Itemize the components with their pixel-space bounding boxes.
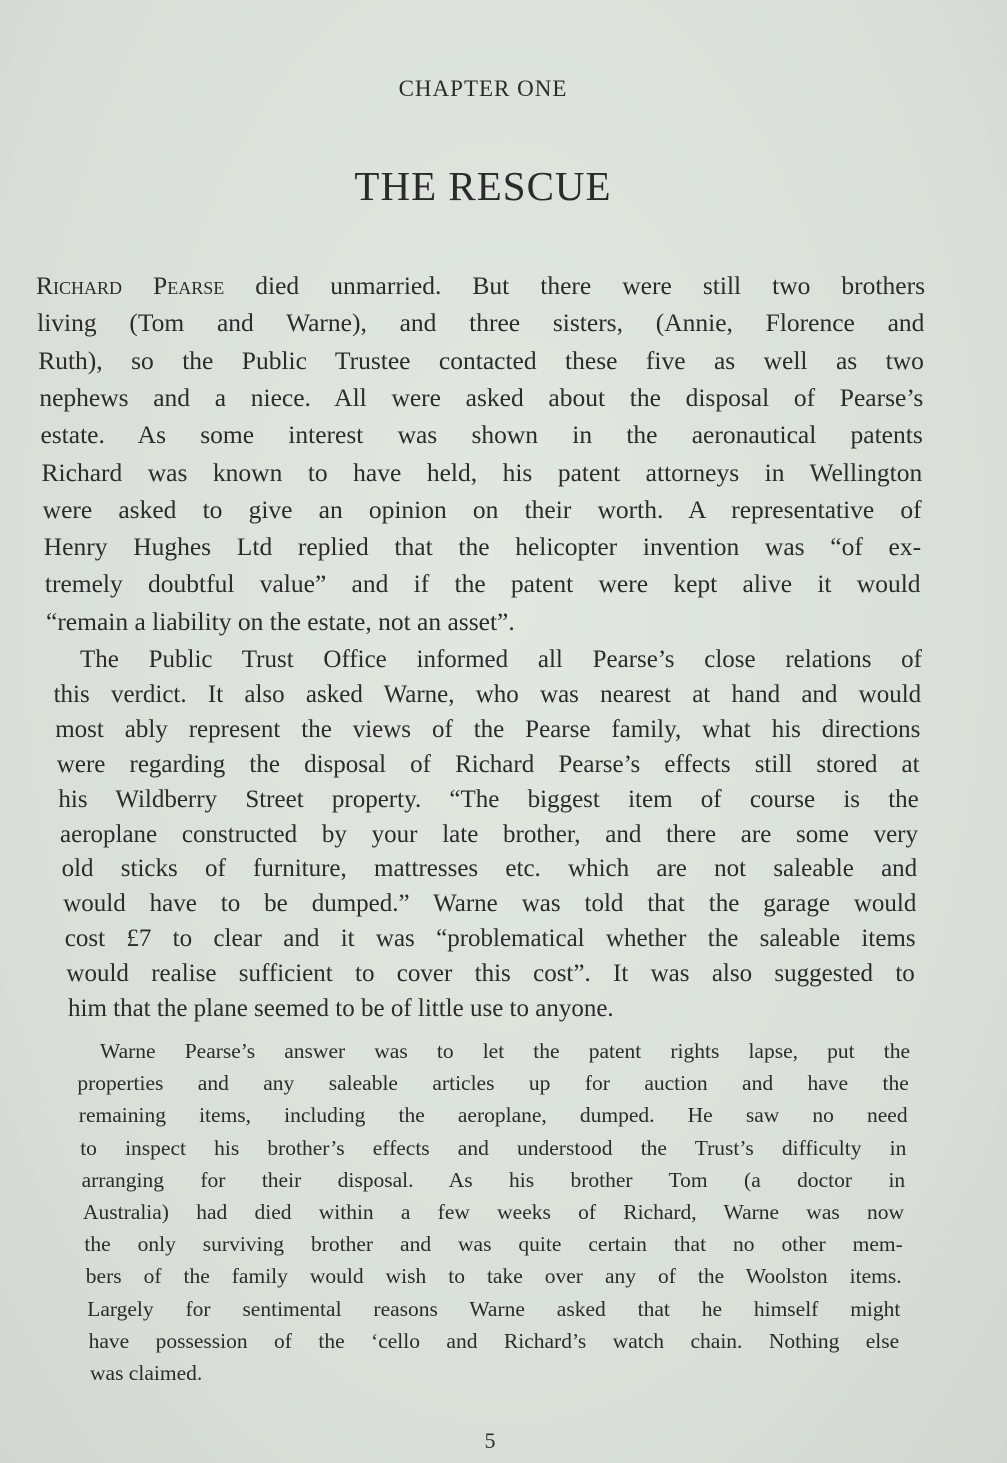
text-line: Warne Pearse’s answer was to let the patent rights lapse, put the bbox=[100, 1039, 910, 1063]
text-line: was claimed. bbox=[90, 1361, 203, 1385]
text-line: him that the plane seemed to be of little use to anyone. bbox=[68, 995, 614, 1022]
text-line: to inspect his brother’s effects and understood the Trust’s difficulty in bbox=[80, 1135, 907, 1160]
text-line: would realise sufficient to cover this cost”. It was also suggested to bbox=[66, 960, 915, 988]
text-line bbox=[36, 272, 925, 300]
text-line: The Public Trust Office informed all Pearse’s close relations of bbox=[80, 646, 922, 673]
text-line: tremely doubtful value” and if the patent were kept alive it would bbox=[44, 569, 921, 599]
chapter-label: CHAPTER ONE bbox=[398, 76, 568, 101]
text-line: his Wildberry Street property. “The biggest item of course is the bbox=[58, 785, 919, 813]
text-line: this verdict. It also asked Warne, who was nearest at hand and would bbox=[53, 680, 922, 708]
text-line: were regarding the disposal of Richard Pearse’s effects still stored at bbox=[56, 750, 920, 778]
text-line: cost £7 to clear and it was “problematical whether the saleable items bbox=[64, 925, 916, 953]
text-line: Ruth), so the Public Trustee contacted these five as well as two bbox=[38, 345, 924, 375]
text-line: living (Tom and Warne), and three sisters, (Annie, Florence and bbox=[37, 308, 925, 338]
text-line: most ably represent the views of the Pearse family, what his directions bbox=[55, 715, 921, 743]
text-line: Australia) had died within a few weeks of Richard, Warne was now bbox=[83, 1200, 904, 1224]
text-line: Henry Hughes Ltd replied that the helicopter invention was “of ex- bbox=[43, 532, 922, 562]
text-line: bers of the family would wish to take over any of the Woolston items. bbox=[85, 1264, 902, 1289]
text-line: old sticks of furniture, mattresses etc. which are not saleable and bbox=[61, 855, 918, 883]
text-line: “remain a liability on the estate, not an asset”. bbox=[46, 606, 515, 636]
text-line: arranging for their disposal. As his brother Tom (a doctor in bbox=[81, 1167, 906, 1192]
text-line: remaining items, including the aeroplane, dumped. He saw no need bbox=[78, 1103, 908, 1128]
text-line: estate. As some interest was shown in the aeronautical patents bbox=[40, 420, 923, 450]
text-line: properties and any saleable articles up for auction and have the bbox=[77, 1071, 909, 1096]
text-line: nephews and a niece. All were asked about the disposal of Pearse’s bbox=[39, 382, 924, 412]
chapter-title: THE RESCUE bbox=[354, 163, 612, 209]
line-text: died unmarried. But there were still two brothers bbox=[224, 271, 925, 300]
text-line: were asked to give an opinion on their worth. A representative of bbox=[42, 494, 922, 524]
text-line: the only surviving brother and was quite certain that no other mem- bbox=[84, 1232, 903, 1257]
lead-small-caps: Richard Pearse bbox=[36, 271, 225, 300]
text-line: Largely for sentimental reasons Warne asked that he himself might bbox=[87, 1296, 901, 1321]
text-line: aeroplane constructed by your late brother, and there are some very bbox=[60, 820, 918, 848]
text-line: Richard was known to have held, his patent attorneys in Wellington bbox=[41, 457, 923, 487]
text-line: would have to be dumped.” Warne was told that the garage would bbox=[63, 890, 917, 918]
text-line: have possession of the ‘cello and Richard’s watch chain. Nothing else bbox=[88, 1328, 900, 1353]
page-number: 5 bbox=[484, 1428, 496, 1453]
